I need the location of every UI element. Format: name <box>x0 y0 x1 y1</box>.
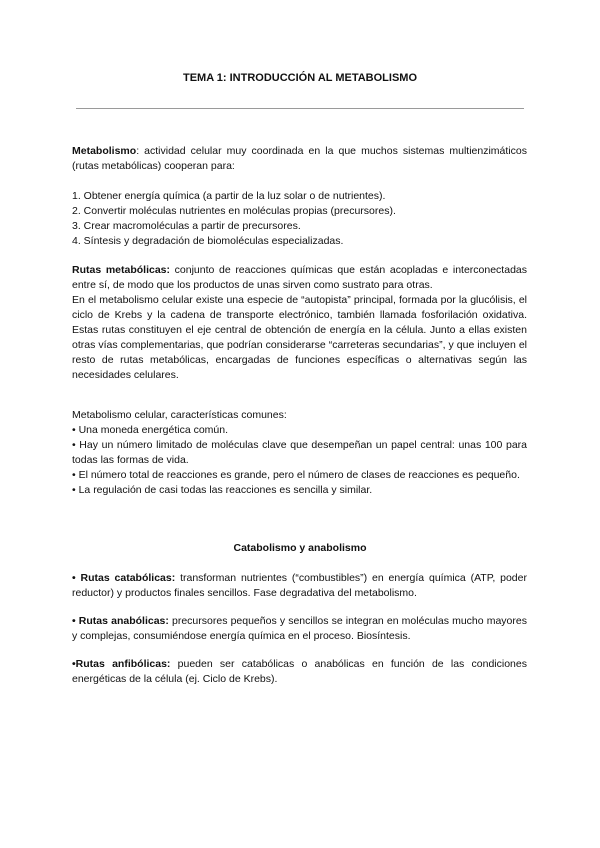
rutas-text: conjunto de reacciones químicas que están acopladas e interconectadas entre sí, de modo que los productos de unas sirven como sustrato para otras. <box>72 264 527 291</box>
features-section <box>72 408 527 498</box>
anfibolicas-paragraph <box>72 657 527 687</box>
metabolismo-definition <box>72 144 527 174</box>
feature-item: • Hay un número limitado de moléculas clave que desempeñan un papel central: unas 100 para todas las formas de vida. <box>72 439 527 466</box>
goal-item: 2. Convertir moléculas nutrientes en moléculas propias (precursores). <box>72 205 396 217</box>
anabolicas-term: • Rutas anabólicas: <box>72 615 169 627</box>
rutas-section <box>72 263 527 383</box>
goal-item: 4. Síntesis y degradación de biomoléculas especializadas. <box>72 235 344 247</box>
feature-item: • La regulación de casi todas las reacciones es sencilla y similar. <box>72 484 373 496</box>
anabolicas-paragraph <box>72 614 527 644</box>
catabolicas-paragraph <box>72 571 527 601</box>
goals-list <box>72 189 527 249</box>
goal-item: 3. Crear macromoléculas a partir de precursores. <box>72 220 301 232</box>
anfibolicas-text: pueden ser catabólicas o anabólicas en función de las condiciones energéticas de la célula (ej. Ciclo de Krebs). <box>72 658 527 685</box>
feature-item: • El número total de reacciones es grande, pero el número de clases de reacciones es pequeño. <box>72 469 520 481</box>
feature-item: • Una moneda energética común. <box>72 424 229 436</box>
anfibolicas-term: •Rutas anfibólicas: <box>72 658 171 670</box>
section-heading: Catabolismo y anabolismo <box>233 542 367 554</box>
rutas-term: Rutas metabólicas: <box>72 264 171 276</box>
goal-item: 1. Obtener energía química (a partir de la luz solar o de nutrientes). <box>72 190 386 202</box>
rutas-definition <box>72 263 527 293</box>
title-divider <box>76 108 524 109</box>
features-heading: Metabolismo celular, características comunes: <box>72 409 287 421</box>
catabolicas-text: transforman nutrientes (“combustibles”) en energía química (ATP, poder reductor) y productos finales sencillos. Fase degradativa del metabolismo. <box>72 572 527 599</box>
rutas-paragraph: En el metabolismo celular existe una especie de “autopista” principal, formada por la glucólisis, el ciclo de Krebs y la cadena de transporte electrónico, también llamada fosforilación oxidativa. Estas rutas constituyen el eje central de obtención de energía en la célula. Junto a ellas existen otras vías complementarias, que podrían considerarse “carreteras secundarias”, y que incluyen el resto de rutas metabólicas, encargadas de funciones específicas o alternativas según las necesidades celulares. <box>72 294 527 381</box>
catabolicas-term: • Rutas catabólicas: <box>72 572 176 584</box>
metabolismo-term: Metabolismo <box>72 145 137 157</box>
metabolismo-text: : actividad celular muy coordinada en la que muchos sistemas multienzimáticos (rutas metabólicas) cooperan para: <box>72 145 527 172</box>
anabolicas-text: precursores pequeños y sencillos se integran en moléculas mucho mayores y complejas, consumiéndose energía química en el proceso. Biosíntesis. <box>72 615 527 642</box>
page-title: TEMA 1: INTRODUCCIÓN AL METABOLISMO <box>182 72 418 84</box>
